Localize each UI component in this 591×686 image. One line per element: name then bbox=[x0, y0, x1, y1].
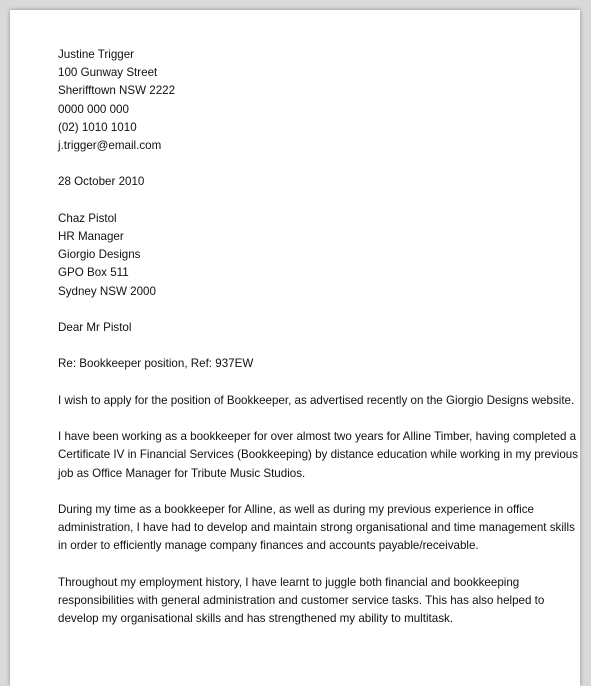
letter-page bbox=[10, 10, 580, 686]
recipient-title: HR Manager bbox=[58, 230, 124, 243]
paragraph-1 bbox=[58, 392, 575, 410]
recipient-city: Sydney NSW 2000 bbox=[58, 284, 156, 298]
paragraph-line: Certificate IV in Financial Services (Bookkeeping) by distance education while working in my previous bbox=[58, 448, 579, 462]
paragraph-4 bbox=[58, 574, 548, 629]
paragraph-line: job as Office Manager for Tribute Music Studios. bbox=[58, 466, 306, 480]
recipient-po-box: GPO Box 511 bbox=[58, 266, 129, 280]
paragraph-line: responsibilities with general administration and customer service tasks. This has also helped to bbox=[58, 593, 545, 607]
sender-address bbox=[58, 46, 548, 155]
paragraph-2 bbox=[58, 428, 579, 483]
sender-address-line2: Sherifftown NSW 2222 bbox=[58, 84, 176, 98]
sender-address-line1: 100 Gunway Street bbox=[58, 66, 158, 80]
paragraph-line: administration, I have had to develop and maintain strong organisational and time management skills bbox=[58, 521, 575, 535]
paragraph-line: in order to efficiently manage company finances and accounts payable/receivable. bbox=[58, 539, 479, 553]
paragraph-line: I have been working as a bookkeeper for over almost two years for Alline Timber, having completed a bbox=[58, 430, 577, 444]
letter-date-block bbox=[58, 173, 548, 191]
letter-body bbox=[58, 46, 579, 647]
paragraph-line: Throughout my employment history, I have learnt to juggle both financial and bookkeeping bbox=[58, 575, 520, 589]
sender-email: j.trigger@email.com bbox=[58, 139, 162, 153]
subject-line: Re: Bookkeeper position, Ref: 937EW bbox=[58, 357, 254, 371]
sender-phone1: 0000 000 000 bbox=[58, 102, 129, 116]
paragraph-line: develop my organisational skills and has strengthened my ability to multitask. bbox=[58, 612, 454, 626]
recipient-company: Giorgio Designs bbox=[58, 248, 141, 262]
recipient-address bbox=[58, 210, 548, 301]
salutation: Dear Mr Pistol bbox=[58, 321, 132, 334]
paragraph-3 bbox=[58, 501, 575, 556]
sender-name: Justine Trigger bbox=[58, 48, 135, 61]
sender-phone2: (02) 1010 1010 bbox=[58, 120, 137, 134]
letter-date: 28 October 2010 bbox=[58, 175, 145, 189]
subject-block bbox=[58, 355, 548, 373]
salutation-block bbox=[58, 319, 548, 337]
paragraph-line: I wish to apply for the position of Bookkeeper, as advertised recently on the Giorgio Designs website. bbox=[58, 393, 575, 407]
recipient-name: Chaz Pistol bbox=[58, 211, 117, 225]
paragraph-line: During my time as a bookkeeper for Alline, as well as during my previous experience in office bbox=[58, 502, 535, 516]
